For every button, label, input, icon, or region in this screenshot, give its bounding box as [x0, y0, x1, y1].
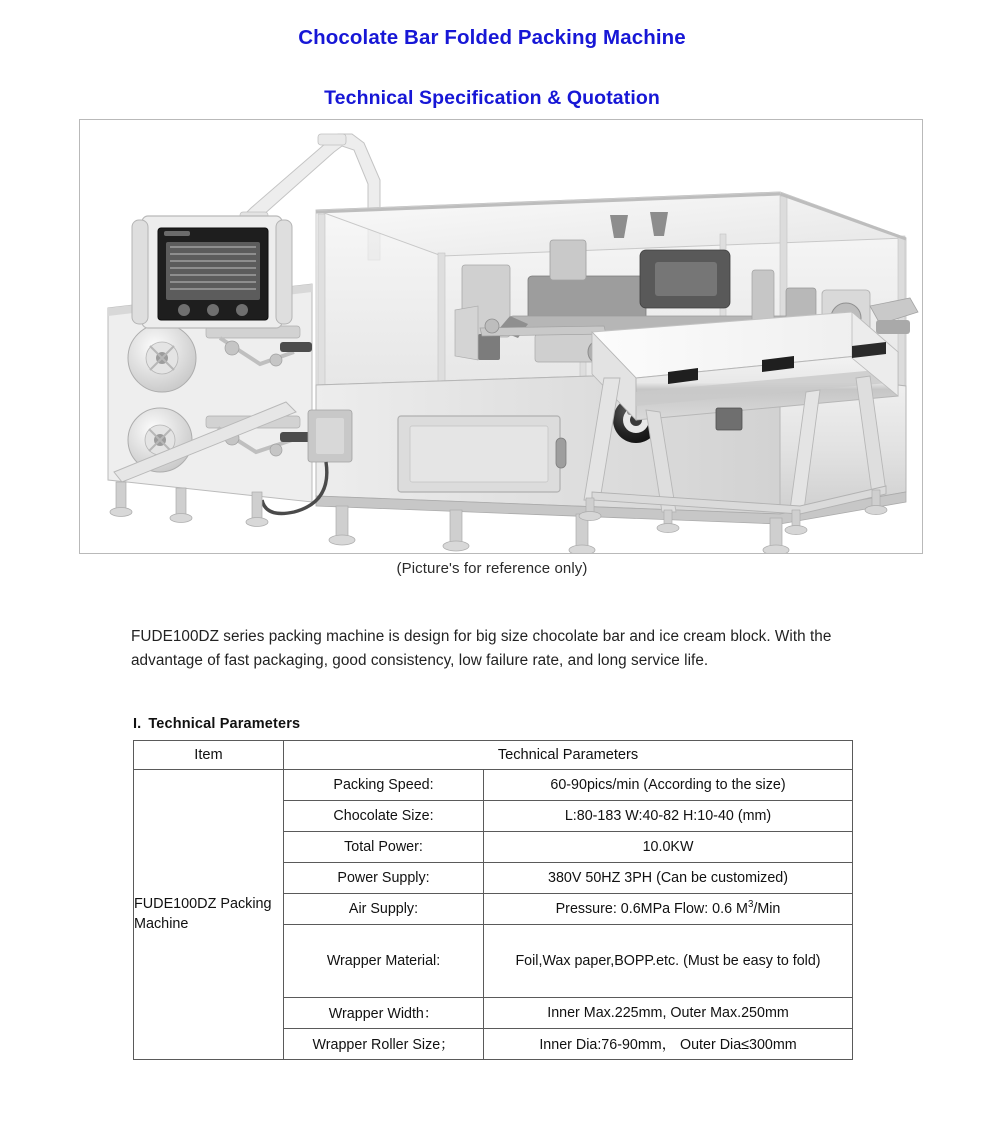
table-header-row	[134, 741, 853, 770]
air-supply-suffix: /Min	[753, 901, 781, 917]
param-label-packing-speed: Packing Speed:	[284, 770, 484, 801]
air-supply-prefix: Pressure: 0.6MPa Flow: 0.6 M	[555, 901, 748, 917]
machine-figure	[79, 119, 923, 554]
param-label-chocolate-size: Chocolate Size:	[284, 801, 484, 832]
param-value-wrapper-roller-size: Inner Dia:76-90mm， Outer Dia≤300mm	[484, 1029, 853, 1060]
conveyor-motor	[716, 408, 742, 430]
hmi-left-handle	[132, 220, 148, 324]
param-value-chocolate-size: L:80-183 W:40-82 H:10-40 (mm)	[484, 801, 853, 832]
technical-parameters-table	[133, 740, 853, 1060]
param-value-air-supply	[484, 894, 853, 925]
hmi-button-1[interactable]	[178, 304, 190, 316]
param-label-power-supply: Power Supply:	[284, 863, 484, 894]
title-block	[0, 0, 984, 110]
page-subtitle: Technical Specification & Quotation	[324, 86, 660, 109]
param-value-total-power: 10.0KW	[484, 832, 853, 863]
param-value-packing-speed: 60-90pics/min (According to the size)	[484, 770, 853, 801]
param-label-wrapper-material: Wrapper Material:	[284, 925, 484, 998]
hmi-button-3[interactable]	[236, 304, 248, 316]
table-row	[134, 770, 853, 801]
page-title: Chocolate Bar Folded Packing Machine	[298, 26, 686, 49]
param-label-air-supply: Air Supply:	[284, 894, 484, 925]
param-value-wrapper-width: Inner Max.225mm, Outer Max.250mm	[484, 998, 853, 1029]
item-name-cell: FUDE100DZ Packing Machine	[134, 770, 284, 1060]
param-label-wrapper-width: Wrapper Width：	[284, 998, 484, 1029]
section-number: I.	[133, 716, 142, 732]
param-label-total-power: Total Power:	[284, 832, 484, 863]
param-value-power-supply: 380V 50HZ 3PH (Can be customized)	[484, 863, 853, 894]
door-handle-icon	[556, 438, 566, 468]
machine-illustration	[80, 120, 922, 553]
hmi-right-handle	[276, 220, 292, 324]
param-label-wrapper-roller-size: Wrapper Roller Size；	[284, 1029, 484, 1060]
hmi-screen	[166, 242, 260, 300]
column-header-item: Item	[134, 741, 284, 770]
section-title: Technical Parameters	[148, 716, 301, 732]
intro-paragraph: FUDE100DZ series packing machine is design for big size chocolate bar and ice cream block. With the advantage of fast packaging, good consistency, low failure rate, and long service life.	[131, 628, 832, 669]
figure-caption: (Picture's for reference only)	[396, 560, 588, 577]
upper-film-reel	[128, 324, 196, 392]
hmi-button-2[interactable]	[207, 304, 219, 316]
section-heading	[133, 716, 300, 732]
param-value-wrapper-material: Foil,Wax paper,BOPP.etc. (Must be easy to fold)	[484, 925, 853, 998]
air-supply-superscript: 3	[747, 899, 754, 911]
hmi-control-panel[interactable]	[132, 216, 292, 328]
column-header-parameters: Technical Parameters	[284, 741, 853, 770]
